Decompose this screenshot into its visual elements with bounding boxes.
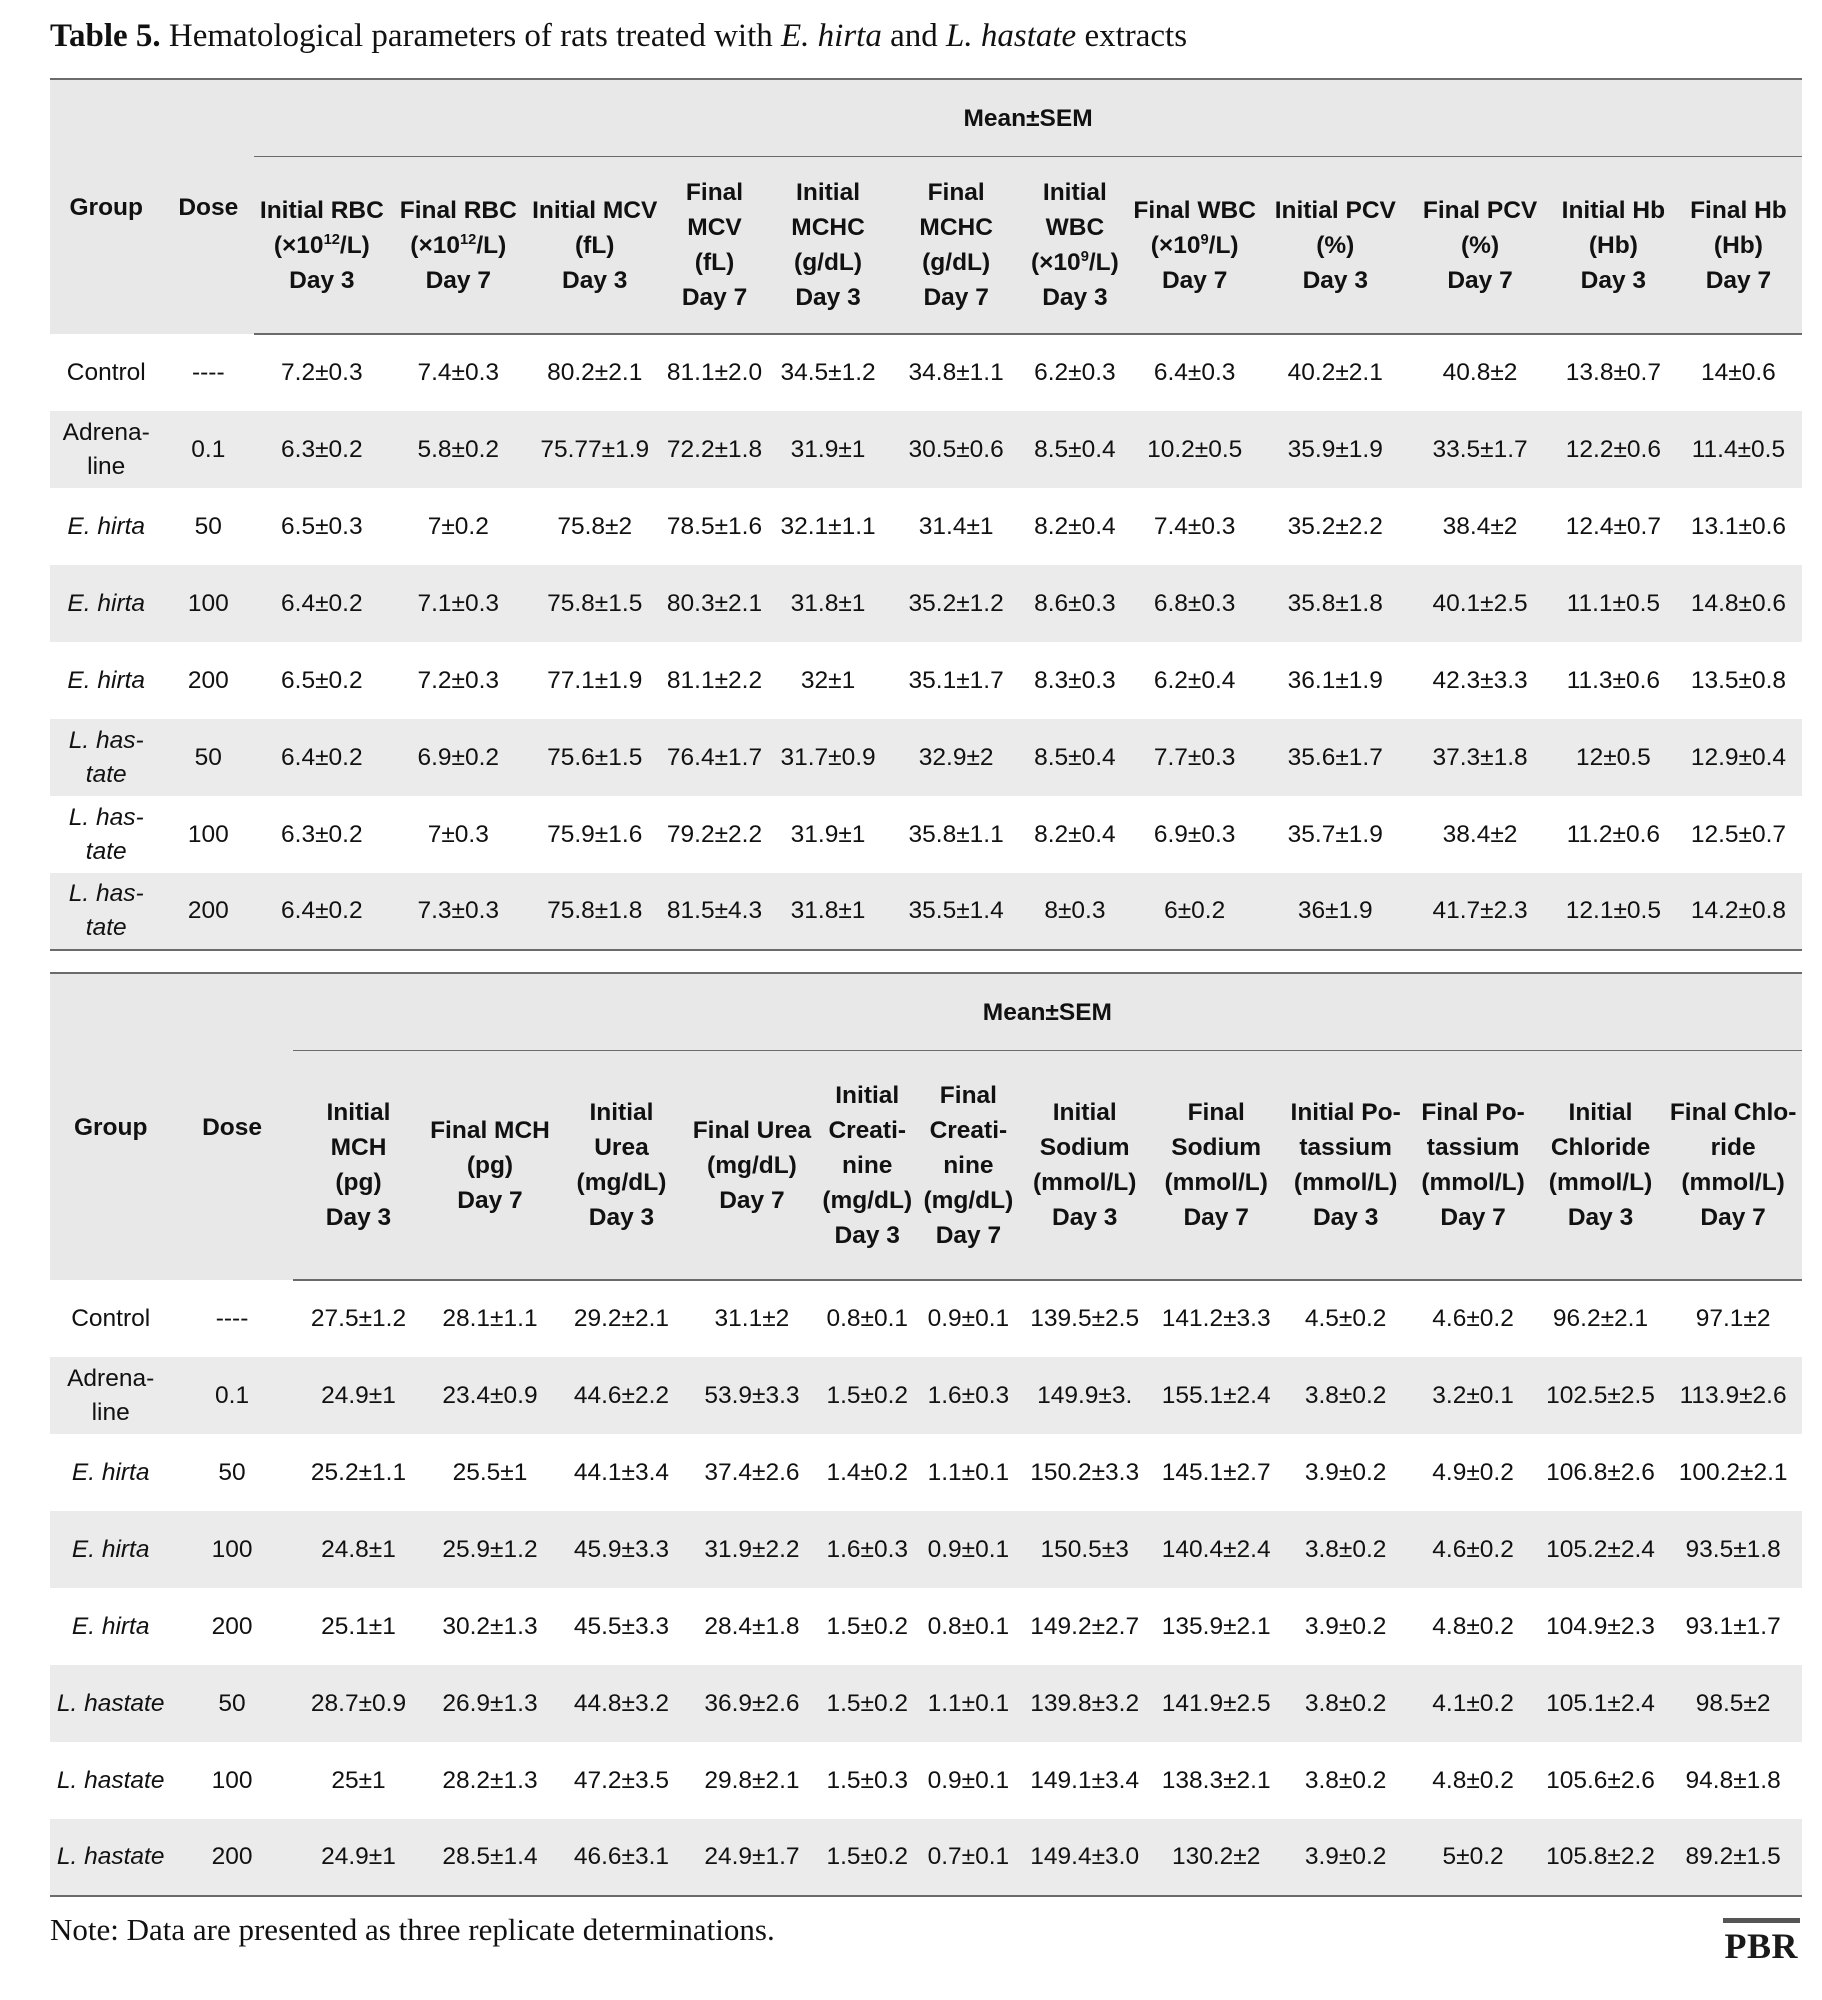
- value-cell: 81.5±4.3: [662, 873, 766, 950]
- value-cell: 44.1±3.4: [573, 1458, 670, 1486]
- value-cell: 36.9±2.6: [687, 1665, 816, 1742]
- caption-text-b: and: [881, 18, 946, 54]
- value-cell: 149.1±3.4: [1030, 1766, 1140, 1794]
- value-cell: 28.2±1.3: [442, 1766, 538, 1794]
- value-cell: 42.3±3.3: [1432, 666, 1528, 694]
- group-cell: Control: [66, 358, 146, 386]
- value-cell: 31.9±1: [790, 820, 866, 848]
- value-cell: 149.4±3.0: [1019, 1819, 1150, 1896]
- value-cell: 1.1±0.1: [918, 1665, 1019, 1742]
- value-cell: 135.9±2.1: [1161, 1612, 1271, 1640]
- dose-cell: 50: [162, 719, 254, 796]
- mean-sem-header: Mean±SEM: [254, 79, 1802, 157]
- value-cell: 4.8±0.2: [1432, 1766, 1514, 1794]
- value-cell: 1.5±0.2: [817, 1357, 918, 1434]
- group-cell: E. hirta: [50, 1511, 171, 1588]
- value-cell: 35.2±2.2: [1287, 512, 1383, 540]
- value-cell: 40.2±2.1: [1287, 359, 1383, 386]
- value-cell: 79.2±2.2: [666, 820, 763, 848]
- column-header: Initial MCV (fL) Day 3: [527, 157, 662, 335]
- value-cell: 75.8±1.8: [527, 873, 662, 950]
- column-header: Initial Po- tassium (mmol/L) Day 3: [1282, 1051, 1409, 1281]
- column-header: Final MCHC (g/dL) Day 7: [890, 157, 1023, 335]
- value-cell: 149.9±3.: [1019, 1357, 1150, 1434]
- value-cell: 35.8±1.8: [1262, 565, 1408, 642]
- hematology-table: [50, 78, 1802, 951]
- dose-cell: 50: [194, 512, 222, 540]
- dose-cell: 100: [187, 820, 229, 848]
- value-cell: 130.2±2: [1150, 1819, 1281, 1896]
- value-cell: 36±1.9: [1262, 873, 1408, 950]
- value-cell: 75.6±1.5: [527, 719, 662, 796]
- value-cell: 24.9±1: [293, 1819, 424, 1896]
- value-cell: 14.8±0.6: [1675, 565, 1802, 642]
- table-row: [50, 1819, 1802, 1896]
- value-cell: 31.8±1: [767, 873, 890, 950]
- value-cell: 4.6±0.2: [1409, 1511, 1536, 1588]
- column-header: Initial RBC $(\times 10^{12}/L)$ Day 3: [254, 157, 389, 335]
- value-cell: 8.5±0.4: [1023, 719, 1127, 796]
- group-cell: E. hirta: [71, 1612, 150, 1640]
- value-cell: 34.8±1.1: [908, 359, 1004, 386]
- value-cell: 11.3±0.6: [1566, 666, 1661, 694]
- value-cell: 1.5±0.2: [817, 1819, 918, 1896]
- value-cell: 13.8±0.7: [1565, 359, 1661, 386]
- value-cell: 38.4±2: [1442, 820, 1518, 848]
- group-cell: E. hirta: [67, 512, 146, 540]
- column-header: Final RBC $(\times 10^{12}/L)$ Day 7: [390, 157, 527, 335]
- value-cell: 3.9±0.2: [1282, 1819, 1409, 1896]
- value-cell: 1.5±0.2: [817, 1665, 918, 1742]
- value-cell: 38.4±2: [1442, 512, 1518, 540]
- value-cell: 6.3±0.2: [281, 820, 363, 848]
- dose-cell: 200: [162, 873, 254, 950]
- value-cell: 35.5±1.4: [890, 873, 1023, 950]
- value-cell: 96.2±2.1: [1552, 1305, 1649, 1332]
- value-cell: 7.3±0.3: [390, 873, 527, 950]
- value-cell: 6.9±0.3: [1153, 820, 1236, 848]
- column-header: Final WBC $(\times 10^9/L)$ Day 7: [1127, 157, 1262, 335]
- value-cell: 35.2±1.2: [890, 565, 1023, 642]
- value-cell: 81.1±2.2: [666, 666, 763, 694]
- value-cell: 4.9±0.2: [1432, 1458, 1514, 1486]
- column-header: Initial Sodium (mmol/L) Day 3: [1019, 1051, 1150, 1281]
- group-cell: Adrena- line: [50, 1357, 171, 1434]
- value-cell: 12±0.5: [1552, 719, 1675, 796]
- value-cell: 89.2±1.5: [1664, 1819, 1802, 1896]
- dose-cell: 0.1: [162, 411, 254, 488]
- value-cell: 6.4±0.2: [254, 565, 389, 642]
- value-cell: 35.8±1.1: [908, 820, 1004, 848]
- value-cell: 98.5±2: [1664, 1665, 1802, 1742]
- table-row: [50, 1434, 1802, 1511]
- group-cell: E. hirta: [67, 666, 146, 694]
- value-cell: 149.2±2.7: [1030, 1612, 1140, 1640]
- value-cell: 6.5±0.3: [281, 512, 363, 540]
- value-cell: 1.6±0.3: [817, 1511, 918, 1588]
- value-cell: 150.5±3: [1019, 1511, 1150, 1588]
- value-cell: 100.2±2.1: [1678, 1458, 1788, 1486]
- value-cell: 72.2±1.8: [662, 411, 766, 488]
- table-row: [50, 1280, 1802, 1357]
- value-cell: 77.1±1.9: [547, 666, 643, 694]
- value-cell: 6.3±0.2: [254, 411, 389, 488]
- column-header: Final Po- tassium (mmol/L) Day 7: [1409, 1051, 1536, 1281]
- value-cell: 13.5±0.8: [1690, 666, 1787, 694]
- value-cell: 4.6±0.2: [1432, 1305, 1514, 1332]
- value-cell: 7±0.2: [427, 512, 489, 540]
- dose-cell: 100: [162, 565, 254, 642]
- value-cell: 30.2±1.3: [442, 1612, 538, 1640]
- group-cell: L. hastate: [50, 1665, 171, 1742]
- value-cell: 7.2±0.3: [417, 666, 500, 694]
- value-cell: 35.7±1.9: [1287, 820, 1383, 848]
- table-row: [50, 411, 1802, 488]
- value-cell: 105.1±2.4: [1537, 1665, 1664, 1742]
- column-header: Initial Hb (Hb) Day 3: [1552, 157, 1675, 335]
- value-cell: 105.2±2.4: [1537, 1511, 1664, 1588]
- value-cell: 25.5±1: [452, 1458, 528, 1486]
- column-header: Final MCH (pg) Day 7: [424, 1051, 555, 1281]
- value-cell: 3.8±0.2: [1282, 1511, 1409, 1588]
- value-cell: 12.9±0.4: [1675, 719, 1802, 796]
- value-cell: 25±1: [331, 1766, 386, 1794]
- value-cell: 45.9±3.3: [556, 1511, 687, 1588]
- value-cell: 23.4±0.9: [424, 1357, 555, 1434]
- dose-cell: 200: [171, 1819, 292, 1896]
- value-cell: 8.3±0.3: [1034, 666, 1116, 694]
- group-cell: E. hirta: [50, 565, 162, 642]
- value-cell: 25.2±1.1: [310, 1458, 407, 1486]
- column-header: Initial Creati- nine (mg/dL) Day 3: [817, 1051, 918, 1281]
- group-cell: L. hastate: [50, 1819, 171, 1896]
- value-cell: 0.9±0.1: [918, 1511, 1019, 1588]
- dose-cell: 50: [171, 1665, 292, 1742]
- value-cell: 75.77±1.9: [527, 411, 662, 488]
- value-cell: 5±0.2: [1409, 1819, 1536, 1896]
- value-cell: 8.6±0.3: [1023, 565, 1127, 642]
- value-cell: 11.4±0.5: [1675, 411, 1802, 488]
- value-cell: 94.8±1.8: [1685, 1766, 1781, 1794]
- value-cell: 6.5±0.2: [281, 666, 363, 694]
- table-row: [50, 642, 1802, 719]
- value-cell: 7.1±0.3: [390, 565, 527, 642]
- column-header: Final MCV (fL) Day 7: [662, 157, 766, 335]
- value-cell: 3.8±0.2: [1304, 1766, 1387, 1794]
- value-cell: 29.2±2.1: [573, 1305, 670, 1332]
- value-cell: 1.1±0.1: [927, 1458, 1010, 1486]
- value-cell: 138.3±2.1: [1161, 1766, 1271, 1794]
- value-cell: 0.9±0.1: [927, 1766, 1010, 1794]
- value-cell: 12.5±0.7: [1690, 820, 1787, 848]
- value-cell: 28.1±1.1: [442, 1305, 538, 1332]
- table-row: [50, 1357, 1802, 1434]
- value-cell: 75.8±2: [557, 512, 633, 540]
- value-cell: 8.2±0.4: [1034, 820, 1116, 848]
- value-cell: 12.4±0.7: [1565, 512, 1661, 540]
- value-cell: 6.9±0.2: [390, 719, 527, 796]
- value-cell: 25.1±1: [321, 1612, 396, 1640]
- dose-cell: 100: [211, 1766, 253, 1794]
- value-cell: 45.5±3.3: [573, 1612, 670, 1640]
- mean-sem-header: Mean±SEM: [293, 973, 1802, 1051]
- value-cell: 106.8±2.6: [1546, 1458, 1655, 1486]
- column-header: Final Chlo- ride (mmol/L) Day 7: [1664, 1051, 1802, 1281]
- value-cell: 93.5±1.8: [1664, 1511, 1802, 1588]
- value-cell: 31.7±0.9: [767, 719, 890, 796]
- table-row: [50, 488, 1802, 565]
- value-cell: 31.4±1: [918, 512, 994, 540]
- value-cell: 105.8±2.2: [1537, 1819, 1664, 1896]
- column-header: Initial WBC $(\times 10^9/L)$ Day 3: [1023, 157, 1127, 335]
- value-cell: 44.8±3.2: [556, 1665, 687, 1742]
- value-cell: 35.6±1.7: [1262, 719, 1408, 796]
- value-cell: 5.8±0.2: [390, 411, 527, 488]
- group-cell: E. hirta: [71, 1458, 150, 1486]
- value-cell: 8.2±0.4: [1034, 512, 1116, 540]
- value-cell: 35.9±1.9: [1262, 411, 1408, 488]
- column-header: Initial MCH (pg) Day 3: [293, 1051, 424, 1281]
- value-cell: 31.9±1: [767, 411, 890, 488]
- value-cell: 35.1±1.7: [908, 666, 1004, 694]
- group-header: Group: [50, 973, 171, 1280]
- group-cell: L. has- tate: [50, 873, 162, 950]
- journal-logo: PBR: [1723, 1918, 1801, 1967]
- value-cell: 105.6±2.6: [1546, 1766, 1655, 1794]
- value-cell: 6.8±0.3: [1127, 565, 1262, 642]
- value-cell: 141.9±2.5: [1150, 1665, 1281, 1742]
- value-cell: 8±0.3: [1023, 873, 1127, 950]
- column-header: Initial MCHC (g/dL) Day 3: [767, 157, 890, 335]
- value-cell: 3.2±0.1: [1409, 1357, 1536, 1434]
- value-cell: 80.2±2.1: [547, 359, 643, 386]
- value-cell: 0.9±0.1: [927, 1305, 1010, 1332]
- group-cell: Adrena- line: [50, 411, 162, 488]
- value-cell: 75.8±1.5: [527, 565, 662, 642]
- value-cell: 7.7±0.3: [1127, 719, 1262, 796]
- value-cell: 29.8±2.1: [704, 1766, 800, 1794]
- value-cell: 30.5±0.6: [890, 411, 1023, 488]
- value-cell: 1.5±0.2: [826, 1612, 909, 1640]
- value-cell: 1.4±0.2: [826, 1458, 909, 1486]
- value-cell: 80.3±2.1: [662, 565, 766, 642]
- value-cell: 6±0.2: [1127, 873, 1262, 950]
- value-cell: 46.6±3.1: [556, 1819, 687, 1896]
- value-cell: 0.8±0.1: [826, 1305, 909, 1332]
- column-header: Initial Chloride (mmol/L) Day 3: [1537, 1051, 1664, 1281]
- value-cell: 10.2±0.5: [1127, 411, 1262, 488]
- value-cell: 25.9±1.2: [424, 1511, 555, 1588]
- table-row: [50, 1511, 1802, 1588]
- table-row: [50, 1742, 1802, 1819]
- column-header: Initial PCV (%) Day 3: [1262, 157, 1408, 335]
- value-cell: 102.5±2.5: [1537, 1357, 1664, 1434]
- value-cell: 7±0.3: [427, 820, 489, 848]
- value-cell: 1.6±0.3: [918, 1357, 1019, 1434]
- value-cell: 78.5±1.6: [666, 512, 763, 540]
- table-row: [50, 796, 1802, 873]
- value-cell: 40.1±2.5: [1408, 565, 1552, 642]
- value-cell: 32.9±2: [890, 719, 1023, 796]
- value-cell: 81.1±2.0: [666, 359, 763, 386]
- value-cell: 11.1±0.5: [1552, 565, 1675, 642]
- group-header: Group: [50, 79, 162, 334]
- value-cell: 6.4±0.3: [1153, 359, 1236, 386]
- value-cell: 33.5±1.7: [1408, 411, 1552, 488]
- value-cell: 3.9±0.2: [1304, 1458, 1387, 1486]
- caption-label: Table 5.: [50, 18, 161, 54]
- value-cell: 24.9±1: [293, 1357, 424, 1434]
- group-cell: L. hastate: [56, 1766, 165, 1794]
- value-cell: 6.4±0.2: [254, 873, 389, 950]
- value-cell: 75.9±1.6: [547, 820, 643, 848]
- dose-header: Dose: [162, 79, 254, 334]
- caption-text-a: Hematological parameters of rats treated with: [160, 18, 781, 54]
- value-cell: 0.8±0.1: [927, 1612, 1010, 1640]
- column-header: Final Hb (Hb) Day 7: [1675, 157, 1802, 335]
- value-cell: 155.1±2.4: [1150, 1357, 1281, 1434]
- value-cell: 145.1±2.7: [1161, 1458, 1271, 1486]
- value-cell: 104.9±2.3: [1546, 1612, 1655, 1640]
- value-cell: 3.8±0.2: [1282, 1357, 1409, 1434]
- value-cell: 53.9±3.3: [687, 1357, 816, 1434]
- value-cell: 36.1±1.9: [1287, 666, 1383, 694]
- caption-species-2: L. hastate: [946, 18, 1077, 54]
- value-cell: 150.2±3.3: [1030, 1458, 1140, 1486]
- value-cell: 14±0.6: [1701, 359, 1776, 386]
- dose-header: Dose: [171, 973, 292, 1280]
- value-cell: 26.9±1.3: [424, 1665, 555, 1742]
- table-caption: [50, 18, 1800, 55]
- value-cell: 28.4±1.8: [704, 1612, 800, 1640]
- value-cell: 3.8±0.2: [1282, 1665, 1409, 1742]
- caption-species-1: E. hirta: [781, 18, 882, 54]
- value-cell: 4.8±0.2: [1432, 1612, 1514, 1640]
- value-cell: 37.4±2.6: [704, 1458, 800, 1486]
- value-cell: 12.2±0.6: [1552, 411, 1675, 488]
- table-row: [50, 873, 1802, 950]
- value-cell: 6.4±0.2: [254, 719, 389, 796]
- value-cell: 140.4±2.4: [1150, 1511, 1281, 1588]
- dose-cell: ----: [215, 1304, 249, 1332]
- value-cell: 32±1: [800, 666, 856, 694]
- value-cell: 47.2±3.5: [573, 1766, 670, 1794]
- group-cell: L. has- tate: [50, 719, 162, 796]
- value-cell: 97.1±2: [1695, 1305, 1771, 1332]
- table-note: Note: Data are presented as three replicate determinations.: [50, 1912, 775, 1947]
- value-cell: 28.7±0.9: [293, 1665, 424, 1742]
- group-cell: Control: [71, 1304, 151, 1332]
- value-cell: 13.1±0.6: [1690, 512, 1787, 540]
- table-row: [50, 565, 1802, 642]
- value-cell: 4.5±0.2: [1304, 1305, 1387, 1332]
- value-cell: 41.7±2.3: [1408, 873, 1552, 950]
- value-cell: 4.1±0.2: [1409, 1665, 1536, 1742]
- value-cell: 31.8±1: [767, 565, 890, 642]
- value-cell: 24.8±1: [293, 1511, 424, 1588]
- value-cell: 6.2±0.3: [1034, 359, 1116, 386]
- value-cell: 44.6±2.2: [556, 1357, 687, 1434]
- value-cell: 8.5±0.4: [1023, 411, 1127, 488]
- value-cell: 37.3±1.8: [1408, 719, 1552, 796]
- value-cell: 40.8±2: [1442, 359, 1518, 386]
- value-cell: 7.4±0.3: [417, 359, 500, 386]
- dose-cell: 0.1: [171, 1357, 292, 1434]
- value-cell: 14.2±0.8: [1675, 873, 1802, 950]
- column-header: Final Sodium (mmol/L) Day 7: [1150, 1051, 1281, 1281]
- column-header: Final PCV (%) Day 7: [1408, 157, 1552, 335]
- column-header: Initial Urea (mg/dL) Day 3: [556, 1051, 687, 1281]
- value-cell: 93.1±1.7: [1685, 1612, 1781, 1640]
- column-header: Final Creati- nine (mg/dL) Day 7: [918, 1051, 1019, 1281]
- value-cell: 76.4±1.7: [662, 719, 766, 796]
- dose-cell: 200: [211, 1612, 253, 1640]
- value-cell: 28.5±1.4: [424, 1819, 555, 1896]
- value-cell: 24.9±1.7: [687, 1819, 816, 1896]
- value-cell: 11.2±0.6: [1566, 820, 1661, 848]
- dose-cell: 200: [187, 666, 229, 694]
- biochemistry-table: [50, 972, 1802, 1897]
- group-cell: L. has- tate: [68, 803, 144, 865]
- caption-text-c: extracts: [1076, 18, 1188, 54]
- value-cell: 141.2±3.3: [1161, 1305, 1271, 1332]
- value-cell: 7.2±0.3: [281, 359, 363, 386]
- table-row: [50, 1588, 1802, 1665]
- value-cell: 6.2±0.4: [1153, 666, 1236, 694]
- dose-cell: 100: [171, 1511, 292, 1588]
- value-cell: 3.9±0.2: [1304, 1612, 1387, 1640]
- value-cell: 1.5±0.3: [826, 1766, 909, 1794]
- value-cell: 27.5±1.2: [310, 1305, 407, 1332]
- value-cell: 31.9±2.2: [687, 1511, 816, 1588]
- dose-cell: ----: [191, 358, 225, 386]
- value-cell: 7.4±0.3: [1153, 512, 1236, 540]
- value-cell: 0.7±0.1: [918, 1819, 1019, 1896]
- table-row: [50, 1665, 1802, 1742]
- value-cell: 34.5±1.2: [780, 359, 876, 386]
- value-cell: 31.1±2: [714, 1305, 790, 1332]
- value-cell: 113.9±2.6: [1664, 1357, 1802, 1434]
- dose-cell: 50: [218, 1458, 246, 1486]
- value-cell: 12.1±0.5: [1552, 873, 1675, 950]
- column-header: Final Urea (mg/dL) Day 7: [687, 1051, 816, 1281]
- value-cell: 32.1±1.1: [780, 512, 876, 540]
- table-row: [50, 719, 1802, 796]
- value-cell: 139.5±2.5: [1030, 1305, 1140, 1332]
- table-row: [50, 334, 1802, 411]
- value-cell: 139.8±3.2: [1019, 1665, 1150, 1742]
